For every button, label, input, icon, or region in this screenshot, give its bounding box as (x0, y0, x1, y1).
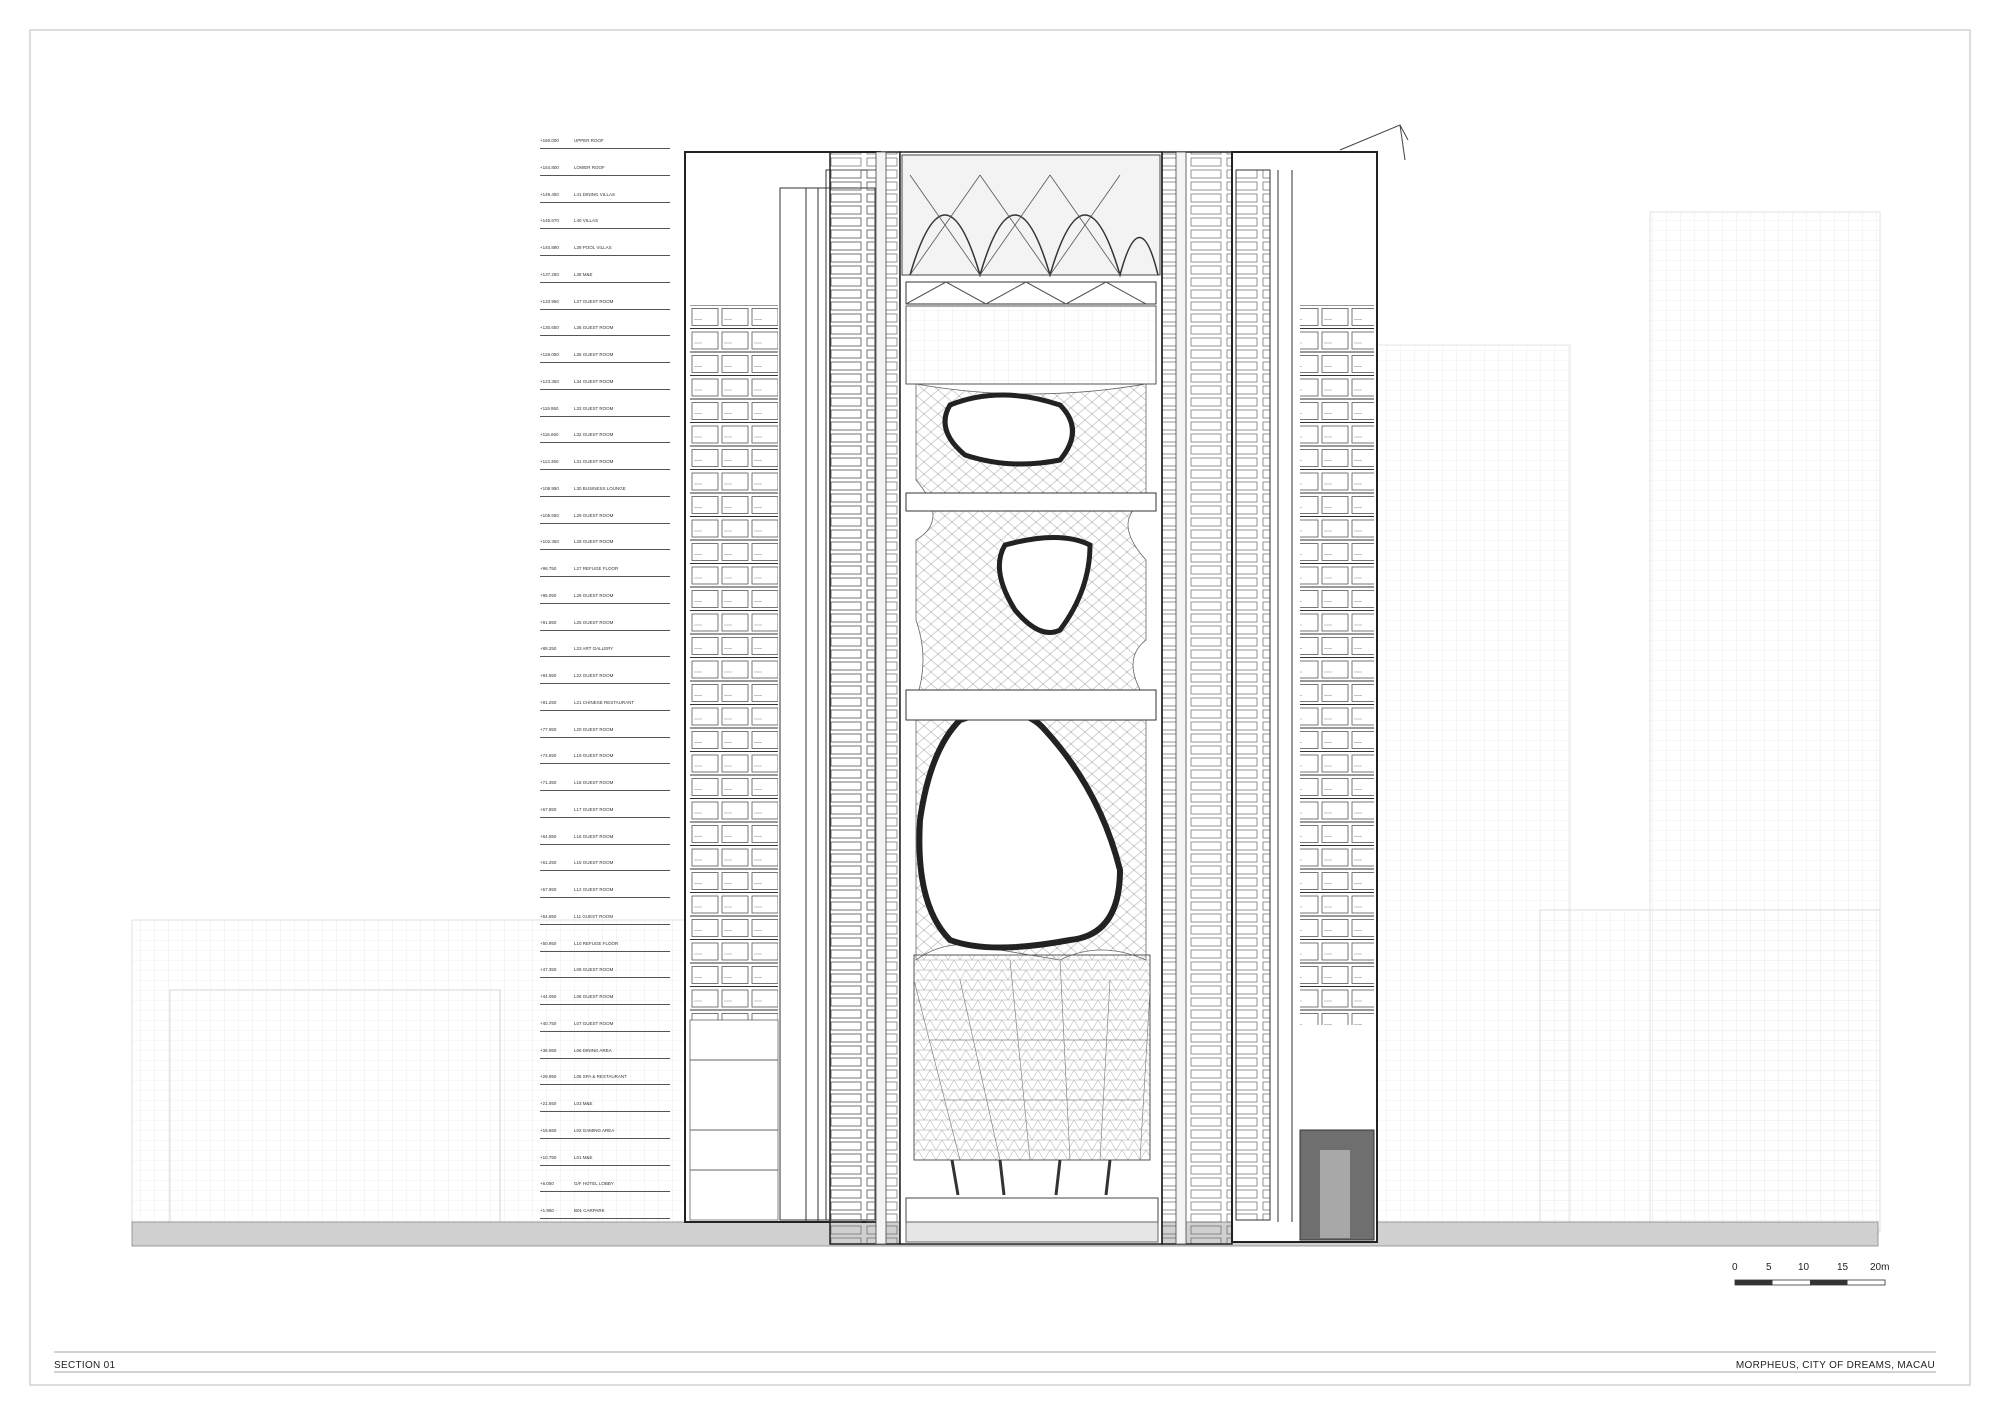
level-elevation: +105.650 (540, 512, 559, 518)
level-name: L29 GUEST ROOM (574, 512, 614, 518)
right-tower (1232, 152, 1377, 1242)
level-label (540, 887, 670, 898)
level-elevation: +154.800 (540, 164, 559, 170)
level-label (540, 406, 670, 417)
level-label (540, 379, 670, 390)
level-label (540, 1181, 670, 1192)
level-elevation: +81.250 (540, 699, 557, 705)
level-label (540, 994, 670, 1005)
level-name: L28 GUEST ROOM (574, 539, 614, 545)
level-name: L32 GUEST ROOM (574, 432, 614, 438)
scale-label-5: 5 (1766, 1262, 1772, 1273)
level-label (540, 459, 670, 470)
scale-bar (1735, 1280, 1885, 1285)
level-label (540, 539, 670, 550)
level-name: L18 GUEST ROOM (574, 780, 614, 785)
level-name: L31 GUEST ROOM (574, 459, 614, 464)
level-elevation: +36.050 (540, 1047, 557, 1053)
level-name: L05 SPA & RESTAURANT (574, 1074, 627, 1080)
level-elevation: +61.250 (540, 860, 557, 866)
level-label (540, 352, 670, 363)
level-elevation: +77.950 (540, 726, 557, 732)
level-name: L06 DINING AREA (574, 1047, 612, 1053)
level-elevation: +140.890 (540, 245, 559, 250)
level-elevation: +57.950 (540, 887, 557, 892)
level-label (540, 727, 670, 738)
scale-label-0: 0 (1732, 1262, 1738, 1273)
level-elevation: +15.650 (540, 1127, 557, 1133)
scale-label-15: 15 (1837, 1262, 1849, 1273)
project-title: MORPHEUS, CITY OF DREAMS, MACAU (1735, 1360, 1935, 1371)
level-elevation: +126.050 (540, 352, 559, 357)
level-name: L12 GUEST ROOM (574, 887, 614, 892)
level-elevation: +123.350 (540, 378, 559, 384)
level-name: L41 DINING VILLAS (574, 191, 616, 197)
level-name: UPPER ROOF (574, 138, 604, 143)
level-elevation: +130.650 (540, 325, 559, 331)
level-elevation: +54.650 (540, 913, 557, 919)
level-label (540, 192, 670, 203)
level-label (540, 593, 670, 604)
level-name: L17 GUEST ROOM (574, 806, 614, 812)
level-label (540, 272, 670, 283)
level-annotations (540, 138, 670, 1218)
level-label (540, 1048, 670, 1059)
level-elevation: +40.750 (540, 1020, 557, 1026)
level-name: L30 BUSINESS LOUNGE (574, 485, 626, 491)
level-label (540, 245, 670, 256)
level-name: L08 GUEST ROOM (574, 994, 614, 999)
level-name: L20 GUEST ROOM (574, 726, 614, 732)
scale-label-10: 10 (1798, 1262, 1810, 1273)
level-name: L07 GUEST ROOM (574, 1020, 614, 1026)
level-label (540, 513, 670, 524)
level-elevation: +64.550 (540, 833, 557, 839)
level-label (540, 299, 670, 310)
level-elevation: +71.350 (540, 780, 557, 785)
level-name: L19 GUEST ROOM (574, 753, 614, 759)
level-label (540, 1208, 670, 1219)
level-label (540, 1074, 670, 1085)
level-label (540, 780, 670, 791)
level-elevation: +145.670 (540, 218, 559, 224)
scale-label-20m: 20m (1870, 1262, 1890, 1273)
level-label (540, 432, 670, 443)
level-elevation: +6.050 (540, 1181, 554, 1187)
level-label (540, 138, 670, 149)
level-elevation: +44.050 (540, 994, 557, 999)
level-elevation: +67.850 (540, 806, 557, 812)
level-elevation: +98.750 (540, 566, 557, 571)
level-label (540, 486, 670, 497)
level-elevation: +160.000 (540, 138, 559, 143)
level-elevation: +137.250 (540, 271, 559, 277)
level-name: L26 GUEST ROOM (574, 592, 614, 598)
level-elevation: +116.650 (540, 432, 559, 438)
level-label (540, 673, 670, 684)
level-name: L33 GUEST ROOM (574, 405, 614, 411)
level-label (540, 566, 670, 577)
level-name: B01 CARPARK (574, 1208, 605, 1213)
left-core (830, 152, 900, 1244)
level-elevation: +1.950 (540, 1208, 554, 1213)
level-label (540, 1021, 670, 1032)
level-label (540, 1128, 670, 1139)
level-elevation: +21.650 (540, 1101, 557, 1106)
level-elevation: +149.450 (540, 191, 559, 197)
section-title: SECTION 01 (54, 1360, 116, 1371)
level-name: L09 GUEST ROOM (574, 967, 614, 973)
level-name: L27 REFUGE FLOOR (574, 566, 619, 571)
level-name: L11 GUEST ROOM (574, 913, 614, 919)
level-label (540, 807, 670, 818)
level-name: L01 M&E (574, 1154, 593, 1160)
level-name: L35 GUEST ROOM (574, 352, 614, 357)
level-label (540, 646, 670, 657)
level-elevation: +29.950 (540, 1074, 557, 1080)
level-label (540, 218, 670, 229)
level-elevation: +133.950 (540, 298, 559, 304)
level-name: L34 GUEST ROOM (574, 378, 614, 384)
level-name: L37 GUEST ROOM (574, 298, 614, 304)
level-name: L39 POOL VILLAS (574, 245, 612, 250)
scale-bar-labels (1732, 1262, 1892, 1276)
level-name: L16 GUEST ROOM (574, 833, 614, 839)
level-elevation: +50.950 (540, 940, 557, 946)
level-name: L10 REFUGE FLOOR (574, 940, 619, 946)
level-label (540, 834, 670, 845)
level-elevation: +84.950 (540, 673, 557, 678)
level-elevation: +95.050 (540, 592, 557, 598)
level-label (540, 1101, 670, 1112)
level-elevation: +10.750 (540, 1154, 557, 1160)
level-label (540, 700, 670, 711)
level-name: L02 GAMING AREA (574, 1127, 615, 1133)
level-label (540, 941, 670, 952)
level-label (540, 1155, 670, 1166)
level-name: L21 CHINESE RESTAURANT (574, 699, 635, 705)
level-elevation: +108.950 (540, 485, 559, 491)
level-name: LOWER ROOF (574, 164, 605, 170)
level-name: L40 VILLAS (574, 218, 599, 224)
level-name: L36 GUEST ROOM (574, 325, 614, 331)
level-elevation: +113.350 (540, 459, 559, 464)
right-core (1162, 152, 1232, 1244)
level-label (540, 967, 670, 978)
level-name: L38 M&E (574, 271, 593, 277)
level-elevation: +88.250 (540, 646, 557, 652)
level-name: L15 GUEST ROOM (574, 860, 614, 866)
level-label (540, 165, 670, 176)
level-elevation: +91.850 (540, 619, 557, 625)
level-elevation: +47.350 (540, 967, 557, 973)
level-label (540, 860, 670, 871)
level-elevation: +102.350 (540, 539, 559, 545)
level-name: G/F HOTEL LOBBY (574, 1181, 614, 1187)
level-elevation: +119.950 (540, 405, 559, 411)
level-name: L03 M&E (574, 1101, 593, 1106)
level-name: L22 GUEST ROOM (574, 673, 614, 678)
level-label (540, 914, 670, 925)
level-label (540, 325, 670, 336)
level-elevation: +74.650 (540, 753, 557, 759)
level-label (540, 620, 670, 631)
central-atrium (900, 152, 1162, 1244)
level-name: L23 ART GALLERY (574, 646, 614, 652)
level-name: L25 GUEST ROOM (574, 619, 614, 625)
level-label (540, 753, 670, 764)
